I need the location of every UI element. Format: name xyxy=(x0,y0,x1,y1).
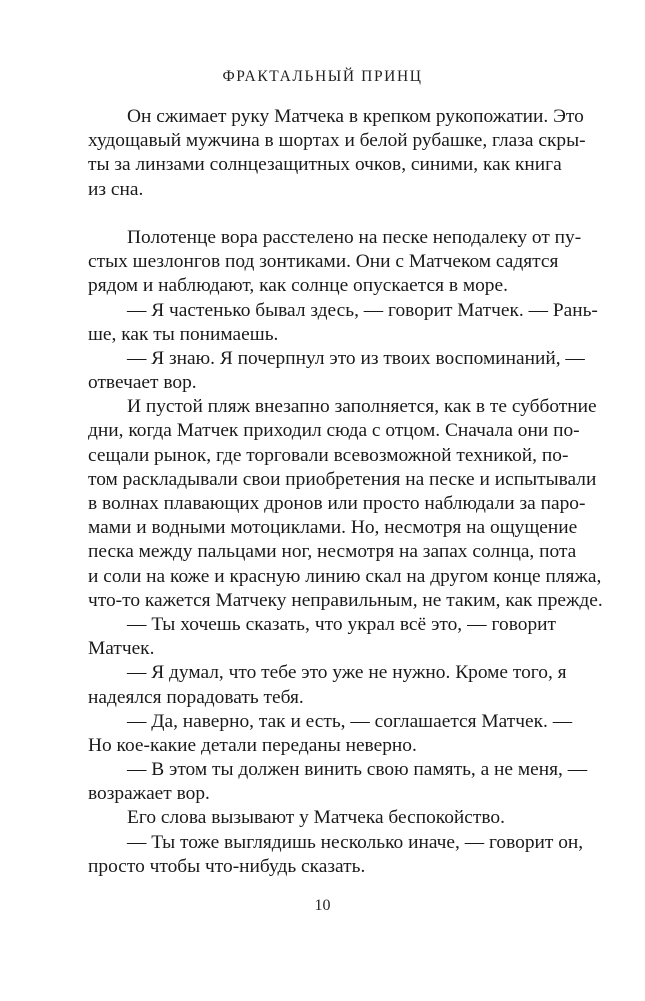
text-line: — Ты хочешь сказать, что украл всё это, — говорит xyxy=(127,613,556,635)
text-line: из сна. xyxy=(88,178,144,200)
text-line: ше, как ты понимаешь. xyxy=(88,323,279,345)
text-line: рядом и наблюдают, как солнце опускается в море. xyxy=(88,275,508,297)
text-line: сещали рынок, где торговали всевозможной техникой, по- xyxy=(88,444,569,466)
text-line: и соли на коже и красную линию скал на другом конце пляжа, xyxy=(88,565,602,587)
text-line: ты за линзами солнцезащитных очков, синими, как книга xyxy=(88,154,562,176)
text-line: стых шезлонгов под зонтиками. Они с Матчеком садятся xyxy=(88,251,559,273)
text-line: — Ты тоже выглядишь несколько иначе, — говорит он, xyxy=(127,831,584,853)
text-line: — Я частенько бывал здесь, — говорит Матчек. — Рань- xyxy=(127,299,598,321)
text-line: что-то кажется Матчеку неправильным, не таким, как прежде. xyxy=(88,589,603,611)
text-line: — Да, наверно, так и есть, — соглашается Матчек. — xyxy=(127,710,573,732)
text-line: в волнах плавающих дронов или просто наблюдали за паро- xyxy=(88,493,586,514)
text-line: отвечает вор. xyxy=(88,372,197,394)
text-line: — Я думал, что тебе это уже не нужно. Кроме того, я xyxy=(127,662,567,684)
text-line: худощавый мужчина в шортах и белой рубашке, глаза скры- xyxy=(88,130,586,152)
text-line: возражает вор. xyxy=(88,783,210,805)
running-head: ФРАКТАЛЬНЫЙ ПРИНЦ xyxy=(222,68,423,85)
text-line: надеялся порадовать тебя. xyxy=(88,686,304,708)
text-line: песка между пальцами ног, несмотря на запах солнца, пота xyxy=(88,541,577,563)
text-line: Но кое-какие детали переданы неверно. xyxy=(88,734,417,756)
text-line: — В этом ты должен винить свою память, а не меня, — xyxy=(127,759,588,781)
page-number: 10 xyxy=(314,897,331,914)
text-line: просто чтобы что-нибудь сказать. xyxy=(88,855,366,877)
text-line: том раскладывали свои приобретения на песке и испытывали xyxy=(88,468,597,490)
text-line: Его слова вызывают у Матчека беспокойство. xyxy=(127,807,505,829)
text-line: И пустой пляж внезапно заполняется, как в те субботние xyxy=(127,396,597,418)
text-line: дни, когда Матчек приходил сюда с отцом. Сначала они по- xyxy=(88,420,580,442)
text-line: мами и водными мотоциклами. Но, несмотря на ощущение xyxy=(88,517,578,539)
section-break xyxy=(88,202,556,226)
text-line: Полотенце вора расстелено на песке неподалеку от пу- xyxy=(127,226,582,248)
text-line: — Я знаю. Я почерпнул это из твоих воспоминаний, — xyxy=(127,347,585,369)
body-text xyxy=(88,105,603,879)
text-line: Матчек. xyxy=(88,638,155,660)
text-line: Он сжимает руку Матчека в крепком рукопожатии. Это xyxy=(127,106,584,127)
